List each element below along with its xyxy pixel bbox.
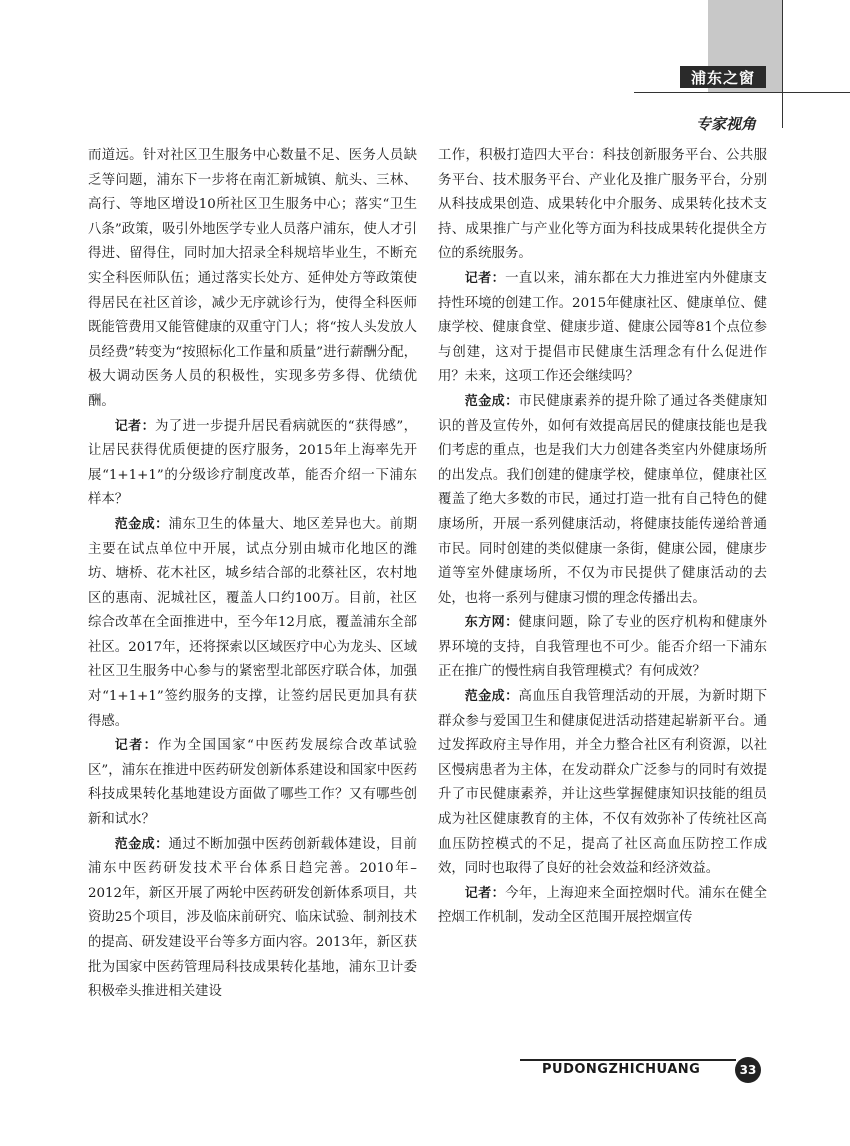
header-horizontal-rule: [634, 92, 850, 93]
paragraph-text: 健康问题，除了专业的医疗机构和健康外界环境的支持，自我管理也不可少。能否介绍一下浦东正在推广的慢性病自我管理模式？有何成效？: [438, 615, 767, 680]
section-title: 专家视角: [695, 115, 756, 133]
paragraph: [438, 685, 767, 882]
paragraph: 而道远。针对社区卫生服务中心数量不足、医务人员缺乏等问题，浦东下一步将在南汇新城镇、航头、三林、高行、等地区增设10所社区卫生服务中心；落实“卫生八条”政策，吸引外地医学专业人员落户浦东，使人才引得进、留得住，同时加大招录全科规培毕业生，不断充实全科医师队伍；通过落实长处方、延伸处方等政策使得居民在社区首诊，减少无序就诊行为，使得全科医师既能管费用又能管健康的双重守门人；将“按人头发放人员经费”转变为“按照标化工作量和质量”进行薪酬分配，极大调动医务人员的积极性，实现多劳多得、优绩优酬。: [88, 148, 417, 409]
right-column: [438, 144, 767, 931]
paragraph-text: 一直以来，浦东都在大力推进室内外健康支持性环境的创建工作。2015年健康社区、健康单位、健康学校、健康食堂、健康步道、健康公园等81个点位参与创建，这对于提倡市民健康生活理念有什么促进作用？未来，这项工作还会继续吗？: [438, 270, 767, 385]
paragraph-text: 为了进一步提升居民看病就医的“获得感”，让居民获得优质便捷的医疗服务，2015年上海率先开展“1+1+1”的分级诊疗制度改革，能否介绍一下浦东样本？: [88, 418, 417, 508]
speaker-label: 记者：: [464, 885, 506, 901]
speaker-label: 记者：: [114, 738, 159, 754]
speaker-label: 范金成：: [114, 516, 169, 532]
paragraph: [88, 415, 417, 513]
magazine-logo: 浦东之窗: [680, 66, 766, 88]
footer-rule: [520, 1059, 736, 1061]
paragraph-text: 浦东卫生的体量大、地区差异也大。前期主要在试点单位中开展，试点分别由城市化地区的潍坊、塘桥、花木社区，城乡结合部的北蔡社区，农村地区的惠南、泥城社区，覆盖人口约100万。目前，社区综合改革在全面推进中，至今年12月底，覆盖浦东全部社区。2017年，还将探索以区域医疗中心为龙头、区域社区卫生服务中心参与的紧密型北部医疗联合体，加强对“1+1+1”签约服务的支撑，让签约居民更加具有获得感。: [88, 516, 417, 729]
page-number: 33: [735, 1057, 761, 1083]
paragraph-text: 作为全国国家“中医药发展综合改革试验区”，浦东在推进中医药研发创新体系建设和国家中医药科技成果转化基地建设方面做了哪些工作？又有哪些创新和试水？: [88, 738, 417, 828]
header-vertical-rule: [782, 0, 783, 128]
speaker-label: 记者：: [464, 270, 506, 286]
footer-magazine-name: PUDONGZHICHUANG: [542, 1062, 701, 1077]
paragraph: 工作，积极打造四大平台：科技创新服务平台、公共服务平台、技术服务平台、产业化及推广服务平台，分别从科技成果创造、成果转化中介服务、成果转化技术支持、成果推广与产业化等方面为科技成果转化提供全方位的系统服务。: [438, 148, 767, 262]
paragraph-text: 今年，上海迎来全面控烟时代。浦东在健全控烟工作机制，发动全区范围开展控烟宣传: [438, 885, 767, 926]
speaker-label: 范金成：: [464, 689, 519, 705]
paragraph-text: 高血压自我管理活动的开展，为新时期下群众参与爱国卫生和健康促进活动搭建起崭新平台。通过发挥政府主导作用，并全力整合社区有利资源，以社区慢病患者为主体，在发动群众广泛参与的同时有效提升了市民健康素养，并让这些掌握健康知识技能的组员成为社区健康教育的主体，不仅有效弥补了传统社区高血压防控模式的不足，提高了社区高血压防控工作成效，同时也取得了良好的社会效益和经济效益。: [438, 689, 767, 877]
paragraph: [438, 882, 767, 931]
paragraph: [88, 734, 417, 832]
speaker-label: 范金成：: [114, 836, 169, 852]
paragraph: [88, 513, 417, 734]
paragraph-text: 通过不断加强中医药创新载体建设，目前浦东中医药研发技术平台体系日趋完善。2010年–2012年，新区开展了两轮中医药研发创新体系项目，共资助25个项目，涉及临床前研究、临床试验、制剂技术的提高、研发建设平台等多方面内容。2013年，新区获批为国家中医药管理局科技成果转化基地，浦东卫计委积极牵头推进相关建设: [88, 836, 417, 1000]
paragraph: [438, 390, 767, 611]
paragraph: [438, 267, 767, 390]
paragraph: [88, 833, 417, 1005]
left-column: [88, 144, 417, 1005]
speaker-label: 东方网：: [464, 615, 519, 631]
speaker-label: 记者：: [114, 418, 155, 434]
paragraph: [438, 611, 767, 685]
speaker-label: 范金成：: [464, 393, 519, 409]
paragraph-text: 市民健康素养的提升除了通过各类健康知识的普及宣传外，如何有效提高居民的健康技能也是我们考虑的重点，也是我们大力创建各类室内外健康场所的出发点。我们创建的健康学校，健康单位，健康社区覆盖了绝大多数的市民，通过打造一批有自己特色的健康场所，开展一系列健康活动，将健康技能传递给普通市民。同时创建的类似健康一条街，健康公园，健康步道等室外健康场所，不仅为市民提供了健康活动的去处，也将一系列与健康习惯的理念传播出去。: [438, 393, 767, 606]
